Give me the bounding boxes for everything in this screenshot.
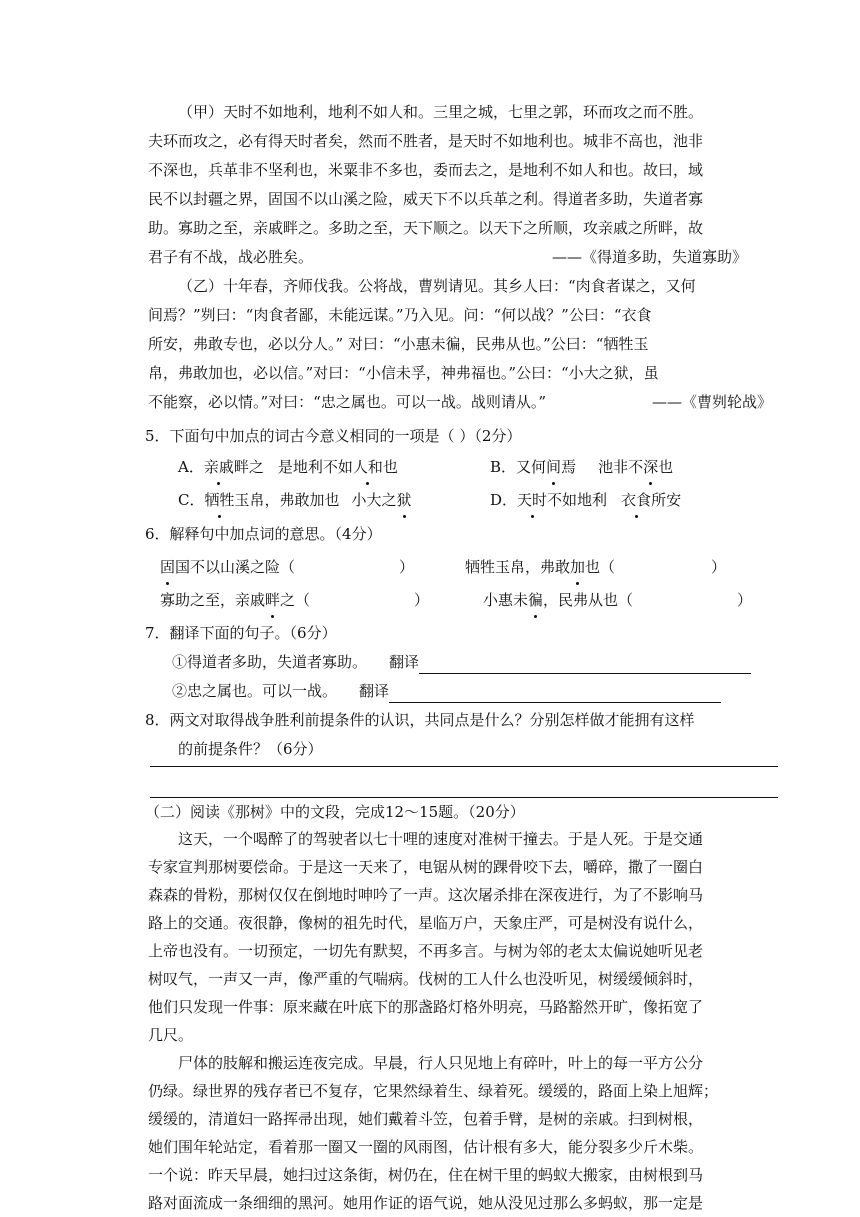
passage-b-source: ——《曹刿轮战》: [652, 393, 773, 411]
passage-a-line-6: 君子有不战，战必胜矣。: [148, 248, 314, 266]
q6-stem: 6．解释句中加点词的意思。（4分）: [145, 525, 382, 543]
section2-line-8: 几尺。: [148, 1026, 194, 1044]
q7-stem: 7．翻译下面的句子。（6分）: [145, 624, 337, 642]
passage-a-line-3: 不深也，兵革非不坚利也，米粟非不多也，委而去之，是地利不如人和也。故曰，域: [148, 161, 704, 179]
passage-a-line-2: 夫环而攻之，必有得天时者矣，然而不胜者，是天时不如地利也。城非不高也，池非: [148, 132, 704, 150]
dotted-word: 徧: [528, 588, 543, 612]
q7-sentence-1: ①得道者多助，失道者寡助。 翻译: [172, 650, 751, 676]
dotted-word: 狱: [397, 488, 412, 512]
section2-line-6: 树叹气，一声又一声，像严重的气喘病。伐树的工人什么也没听见，树缓缓倾斜时，: [148, 970, 704, 988]
dotted-word: 亲戚: [204, 455, 234, 479]
dotted-word: 深: [643, 455, 658, 479]
answer-line-2[interactable]: [150, 797, 778, 798]
q8-line-1-visible: 8．两文对取得战争胜利前提条件的认识，共同点是什么？分别怎样做才能拥有这样: [145, 711, 695, 729]
dotted-word: 加: [570, 555, 585, 579]
dotted-word: 间: [546, 455, 561, 479]
passage-b-line-4: 帛，弗敢加也，必以信。”对曰：“小信未孚，神弗福也。”公曰：“小大之狱，虽: [148, 364, 659, 382]
section2-line-7: 他们只发现一件事：原来藏在叶底下的那盏路灯格外明亮，马路豁然开旷，像拓宽了: [148, 998, 704, 1016]
q5-option-d[interactable]: D．天时不如地利 衣食所安: [490, 488, 681, 514]
section2-line-13: 一个说：昨天早晨，她扫过这条街，树仍在，住在树干里的蚂蚁大搬家，由树根到马: [148, 1166, 704, 1184]
section2-heading: （二）阅读《那树》中的文段，完成12～15题。（20分）: [145, 803, 525, 821]
section2-line-3: 森森的骨粉，那树仅仅在倒地时呻吟了一声。这次屠杀排在深夜进行，为了不影响马: [148, 886, 704, 904]
answer-line-1[interactable]: [150, 766, 778, 767]
q8-line-2: 的前提条件？（6分）: [178, 740, 323, 758]
dotted-word: 畔: [265, 588, 280, 612]
q6-item-1: 固国不以山溪之险（ ）: [160, 555, 414, 581]
dotted-word: 牺牲: [204, 488, 234, 512]
passage-b-line-1: （乙）十年春，齐师伐我。公将战，曹刿请见。其乡人曰：“肉食者谋之，又何: [178, 277, 696, 295]
q6-item-4: 小惠未徧，民弗从也（ ）: [483, 588, 752, 614]
dotted-word: 固: [160, 555, 175, 579]
passage-a-line-1: （甲）天时不如地利，地利不如人和。三里之城，七里之郭，环而攻之而不胜。: [178, 103, 704, 121]
dotted-word: 人和: [353, 455, 383, 479]
section2-line-5: 上帝也没有。一切预定，一切先有默契，不再多言。与树为邻的老太太偏说她听见老: [148, 942, 704, 960]
section2-line-12: 她们围年轮站定，看着那一圈又一圈的风雨图，估计根有多大，能分裂多少斤木柴。: [148, 1138, 704, 1156]
section2-line-11: 缓缓的，清道妇一路挥帚出现，她们戴着斗笠，包着手臂，是树的亲戚。扫到树根，: [148, 1110, 704, 1128]
q5-option-b[interactable]: B．又何间焉 池非不深也: [490, 455, 673, 481]
section2-line-1: 这天，一个喝醉了的驾驶者以七十哩的速度对准树干撞去。于是人死。于是交通: [178, 830, 704, 848]
passage-b-line-2: 间焉？”刿曰：“肉食者鄙，未能远谋。”乃入见。问：“何以战？”公曰：“衣食: [148, 306, 652, 324]
section2-line-14: 路对面流成一条细细的黑河。她用作证的语气说，她从没见过那么多蚂蚁，那一定是: [148, 1194, 704, 1212]
translation-blank-2[interactable]: [389, 684, 721, 703]
dotted-word: 天时: [517, 488, 547, 512]
q6-item-3: 寡助之至，亲戚畔之（ ）: [160, 588, 429, 614]
q7-sentence-2: ②忠之属也。可以一战。 翻译: [172, 679, 721, 705]
q5-option-a[interactable]: A．亲戚畔之 是地利不如人和也: [178, 455, 398, 481]
passage-a-source: ——《得道多助，失道寡助》: [552, 248, 748, 266]
q5-stem: 5．下面句中加点的词古今意义相同的一项是（ ）（2分）: [145, 427, 522, 445]
q5-option-c[interactable]: C．牺牲玉帛，弗敢加也 小大之狱: [178, 488, 412, 514]
section2-line-9: 尸体的肢解和搬运连夜完成。早晨，行人只见地上有碎叶，叶上的每一平方公分: [178, 1054, 704, 1072]
section2-line-10: 仍绿。绿世界的残存者已不复存，它果然绿着生、绿着死。缓缓的，路面上染上旭辉；: [148, 1082, 719, 1100]
translation-blank-1[interactable]: [419, 655, 751, 674]
dotted-word: 衣食: [621, 488, 651, 512]
q6-item-2: 牺牲玉帛，弗敢加也（ ）: [465, 555, 726, 581]
passage-a-line-4: 民不以封疆之界，固国不以山溪之险，威天下不以兵革之利。得道者多助，失道者寡: [148, 190, 704, 208]
passage-a-line-5: 助。寡助之至，亲戚畔之。多助之至，天下顺之。以天下之所顺，攻亲戚之所畔，故: [148, 219, 704, 237]
section2-line-4: 路上的交通。夜很静，像树的祖先时代，星临万户，天象庄严，可是树没有说什么，: [148, 914, 704, 932]
passage-b-line-5: 不能察，必以情。”对曰：“忠之属也。可以一战。战则请从。”: [148, 393, 547, 411]
section2-line-2: 专家宣判那树要偿命。于是这一天来了，电锯从树的踝骨咬下去，嚼碎，撒了一圈白: [148, 858, 704, 876]
passage-b-line-3: 所安，弗敢专也，必以分人。” 对曰：“小惠未徧，民弗从也。”公曰：“牺牲玉: [148, 335, 649, 353]
